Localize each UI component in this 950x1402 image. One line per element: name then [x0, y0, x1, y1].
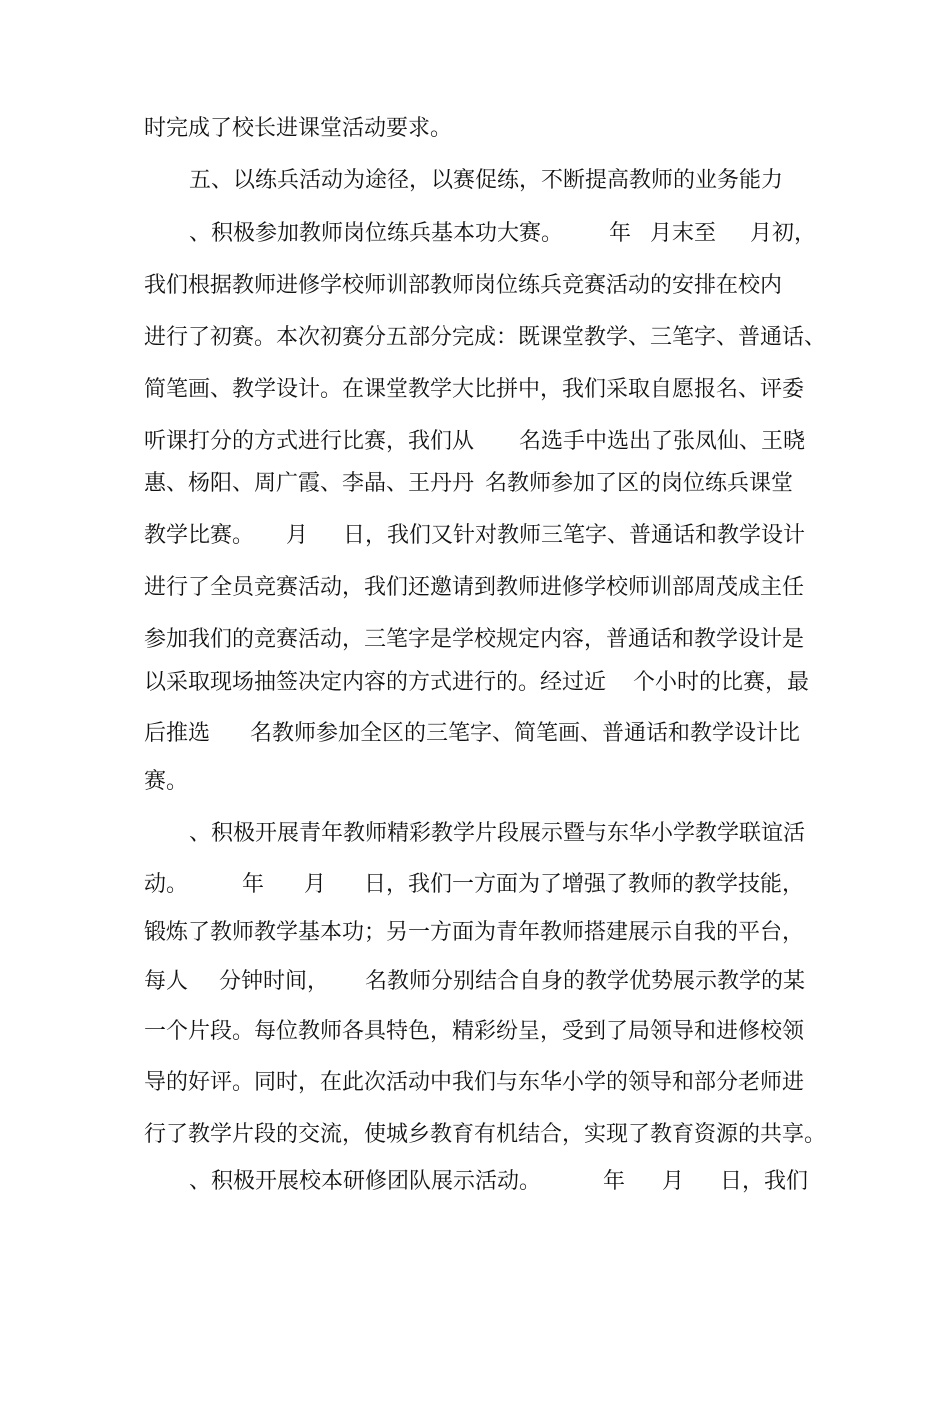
- text-segment: 名教师参加全区的三笔字、简笔画、普通话和教学设计比: [250, 721, 801, 746]
- text-segment: 年: [603, 1169, 626, 1194]
- text-line: [0, 568, 950, 608]
- text-segment: 以采取现场抽签决定内容的方式进行的。经过近: [144, 670, 607, 695]
- text-segment: 我们根据教师进修学校师训部教师岗位练兵竞赛活动的安排在校内: [144, 273, 783, 298]
- text-segment: 名选手中选出了张凤仙、王晓: [519, 429, 806, 454]
- text-segment: 听课打分的方式进行比赛，我们从: [144, 429, 475, 454]
- text-segment: 一个片段。每位教师各具特色，精彩纷呈，受到了局领导和进修校领: [144, 1019, 805, 1044]
- text-segment: 进行了全员竞赛活动，我们还邀请到教师进修学校师训部周茂成主任: [144, 575, 805, 600]
- text-segment: 、积极参加教师岗位练兵基本功大赛。: [189, 221, 564, 246]
- text-segment: 名教师参加了区的岗位练兵课堂: [485, 471, 794, 496]
- text-segment: 赛。: [144, 769, 189, 794]
- text-segment: 动。: [144, 872, 189, 897]
- text-segment: 惠、杨阳、周广霞、李晶、王丹丹: [144, 471, 475, 496]
- text-line: [0, 318, 950, 358]
- text-line: [0, 516, 950, 556]
- text-segment: 进行了初赛。本次初赛分五部分完成：既课堂教学、三笔字、普通话、: [144, 325, 827, 350]
- text-segment: 年: [609, 221, 632, 246]
- text-segment: 日，我们一方面为了增强了教师的教学技能，: [364, 872, 805, 897]
- section-heading: [0, 814, 950, 854]
- text-segment: 导的好评。同时，在此次活动中我们与东华小学的领导和部分老师进: [144, 1070, 805, 1095]
- text-line: [0, 109, 950, 149]
- text-segment: 简笔画、教学设计。在课堂教学大比拼中，我们采取自愿报名、评委: [144, 377, 805, 402]
- text-segment: 年: [242, 872, 265, 897]
- text-segment: 个小时的比赛，最: [633, 670, 810, 695]
- text-segment: 、积极开展校本研修团队展示活动。: [189, 1169, 542, 1194]
- text-segment: 月: [304, 872, 327, 897]
- text-segment: 教学比赛。: [144, 523, 255, 548]
- text-segment: 时完成了校长进课堂活动要求。: [144, 116, 453, 141]
- section-heading: [0, 161, 950, 201]
- text-line: [0, 714, 950, 754]
- text-segment: 锻炼了教师教学基本功；另一方面为青年教师搭建展示自我的平台，: [144, 920, 805, 945]
- text-line: [0, 865, 950, 905]
- text-line: [0, 962, 950, 1002]
- text-segment: 后推选: [144, 721, 211, 746]
- text-line: [0, 464, 950, 504]
- text-segment: 月初，: [750, 221, 817, 246]
- text-segment: 、积极开展青年教师精彩教学片段展示暨与东华小学教学联谊活: [189, 821, 806, 846]
- text-segment: 参加我们的竞赛活动，三笔字是学校规定内容，普通话和教学设计是: [144, 627, 805, 652]
- text-segment: 日，我们: [720, 1169, 809, 1194]
- text-segment: 月末至: [650, 221, 717, 246]
- text-segment: 分钟时间，: [219, 969, 330, 994]
- text-segment: 行了教学片段的交流，使城乡教育有机结合，实现了教育资源的共享。: [144, 1122, 827, 1147]
- text-line: [0, 1115, 950, 1155]
- text-line: [0, 1063, 950, 1103]
- text-line: [0, 663, 950, 703]
- text-segment: 月: [662, 1169, 685, 1194]
- text-line: [0, 370, 950, 410]
- text-segment: 月: [286, 523, 309, 548]
- text-line: [0, 422, 950, 462]
- text-line: [0, 762, 950, 802]
- text-line: [0, 1012, 950, 1052]
- text-line: [0, 913, 950, 953]
- text-segment: 五、以练兵活动为途径，以赛促练，不断提高教师的业务能力: [189, 168, 784, 193]
- text-segment: 每人: [144, 969, 189, 994]
- text-line: [0, 266, 950, 306]
- text-segment: 名教师分别结合自身的教学优势展示教学的某: [365, 969, 806, 994]
- text-line: [0, 214, 950, 254]
- text-line: [0, 620, 950, 660]
- section-heading: [0, 1162, 950, 1202]
- text-segment: 日，我们又针对教师三笔字、普通话和教学设计: [343, 523, 806, 548]
